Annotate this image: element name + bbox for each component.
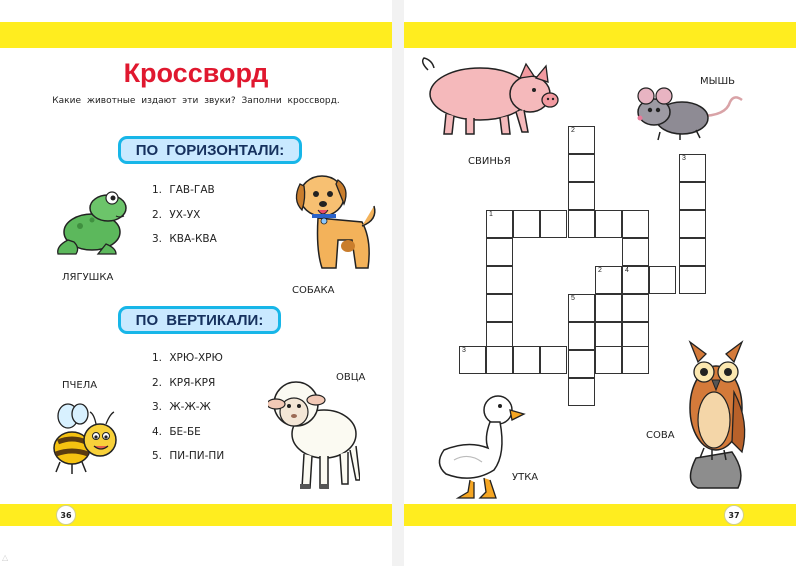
crossword-cell[interactable]: 1: [486, 210, 513, 238]
crossword-cell[interactable]: [679, 238, 706, 266]
top-yellow-band: [0, 22, 392, 48]
crossword-cell[interactable]: [486, 238, 513, 266]
mouse-label: МЫШЬ: [700, 76, 736, 87]
instructions-text: Какие животные издают эти звуки? Заполни кроссворд.: [52, 96, 340, 106]
crossword-cell[interactable]: [486, 266, 513, 294]
crossword-cell[interactable]: [595, 294, 622, 322]
crossword-cell[interactable]: 3: [459, 346, 486, 374]
top-yellow-band: [404, 22, 796, 48]
owl-label: СОВА: [646, 430, 675, 441]
crossword-cell[interactable]: [595, 210, 622, 238]
crossword-cell[interactable]: 2: [568, 126, 595, 154]
vertical-clues-header: ПО ВЕРТИКАЛИ:: [118, 306, 281, 334]
horizontal-clue-list: [152, 184, 217, 258]
list-item: 1. ГАВ-ГАВ: [152, 184, 215, 196]
crossword-cell[interactable]: [486, 346, 513, 374]
crossword-cell[interactable]: [568, 210, 595, 238]
crossword-cell[interactable]: [540, 210, 567, 238]
list-item: 3. КВА-КВА: [152, 233, 217, 245]
crossword-cell[interactable]: 5: [568, 294, 595, 322]
bee-label: ПЧЕЛА: [62, 380, 98, 391]
crossword-cell[interactable]: [568, 322, 595, 350]
crossword-cell[interactable]: [513, 346, 540, 374]
duck-label: УТКА: [512, 472, 539, 483]
pig-illustration: [418, 54, 562, 138]
corner-triangle-icon: △: [2, 553, 9, 562]
crossword-cell[interactable]: [622, 294, 649, 322]
crossword-cell[interactable]: [486, 294, 513, 322]
crossword-cell[interactable]: [568, 182, 595, 210]
crossword-cell[interactable]: 3: [679, 154, 706, 182]
owl-illustration: [676, 332, 756, 492]
crossword-cell[interactable]: [622, 346, 649, 374]
crossword-cell[interactable]: [622, 210, 649, 238]
crossword-cell[interactable]: [679, 210, 706, 238]
crossword-cell[interactable]: [622, 238, 649, 266]
crossword-cell[interactable]: [568, 378, 595, 406]
duck-illustration: [428, 388, 528, 504]
bee-illustration: [46, 402, 126, 476]
frog-label: ЛЯГУШКА: [62, 272, 114, 283]
list-item: 4. БЕ-БЕ: [152, 425, 201, 438]
page-gutter: [392, 0, 404, 566]
crossword-cell[interactable]: [649, 266, 676, 294]
pig-label: СВИНЬЯ: [468, 156, 511, 167]
dog-illustration: [288, 170, 380, 276]
list-item: 1. ХРЮ-ХРЮ: [152, 352, 223, 364]
sheep-illustration: [268, 376, 360, 494]
crossword-cell[interactable]: [679, 182, 706, 210]
crossword-cell[interactable]: 2: [595, 266, 622, 294]
crossword-cell[interactable]: 4: [622, 266, 649, 294]
dog-label: СОБАКА: [292, 285, 335, 296]
vertical-clue-list: [152, 352, 224, 475]
page-number-right: 37: [724, 505, 744, 525]
horizontal-clues-header: ПО ГОРИЗОНТАЛИ:: [118, 136, 302, 164]
mouse-illustration: [630, 86, 750, 144]
list-item: 2. КРЯ-КРЯ: [152, 376, 216, 389]
list-item: 3. Ж-Ж-Ж: [152, 401, 211, 413]
list-item: 2. УХ-УХ: [152, 208, 201, 221]
crossword-cell[interactable]: [540, 346, 567, 374]
crossword-cell[interactable]: [595, 346, 622, 374]
right-page: [404, 0, 796, 566]
left-page: [0, 0, 392, 566]
list-item: 5. ПИ-ПИ-ПИ: [152, 450, 225, 462]
sheep-label: ОВЦА: [336, 372, 366, 383]
frog-illustration: [50, 186, 136, 258]
page-number-left: 36: [56, 505, 76, 525]
crossword-cell[interactable]: [679, 266, 706, 294]
crossword-cell[interactable]: [568, 154, 595, 182]
page-title: Кроссворд: [123, 58, 269, 88]
crossword-cell[interactable]: [568, 350, 595, 378]
crossword-cell[interactable]: [513, 210, 540, 238]
